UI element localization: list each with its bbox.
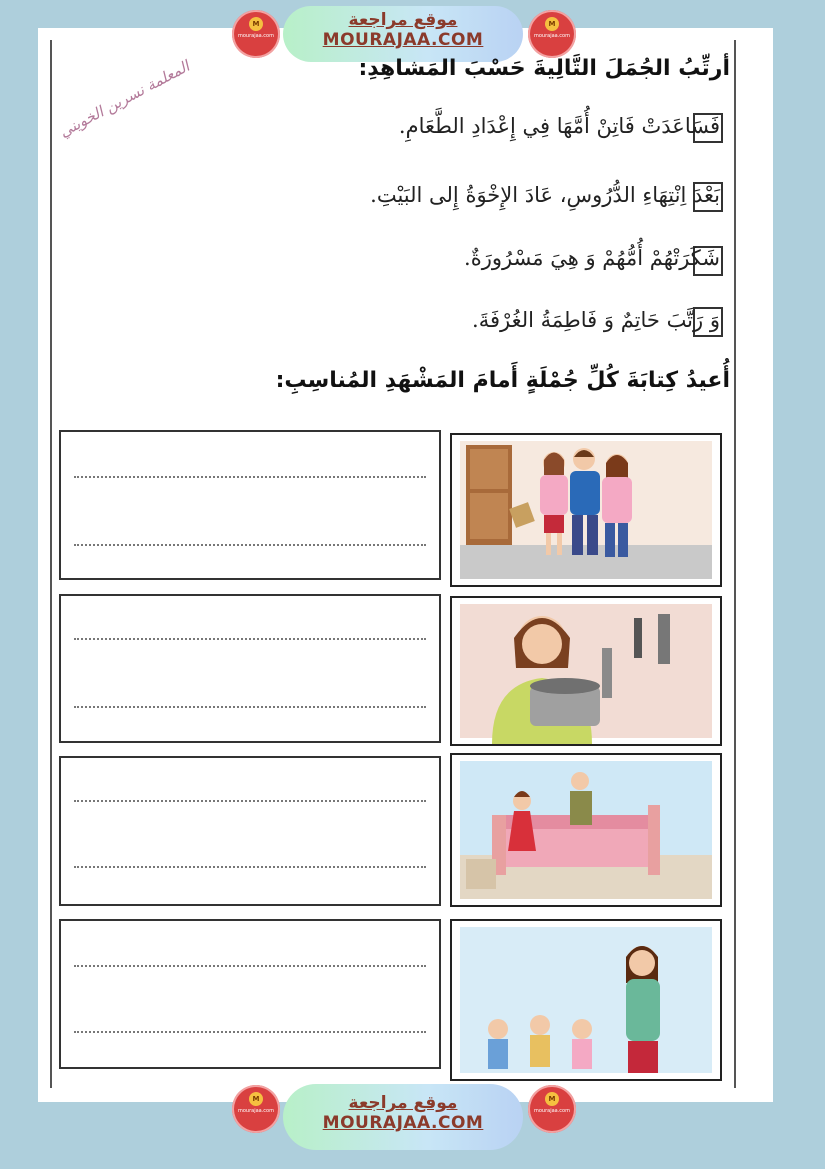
writing-line (74, 476, 426, 478)
scene-image-mother-thanks (450, 919, 722, 1081)
instruction-heading: أُعيدُ كِتابَةَ كُلِّ جُمْلَةٍ أَمامَ المَشْهَدِ المُناسِبِ: (275, 368, 730, 393)
sentence-2: بَعْدَ اِنْتِهَاءِ الدُّرُوسِ، عَادَ الإِخْوَةُ إِلى البَيْتِ. (370, 183, 720, 207)
teacher-signature: المعلمة نسرين الخويني (56, 57, 193, 141)
worksheet-title: أرتِّبُ الجُمَلَ التَّالِيةَ حَسْبَ المَشاهِدِ: (358, 56, 730, 81)
logo-emblem-icon: M (249, 1092, 263, 1106)
writing-line (74, 800, 426, 802)
site-logo-left[interactable] (232, 10, 280, 58)
sentence-4: وَ رَتَّبَ حَاتِمٌ وَ فَاطِمَةُ الغُرْفَةَ. (472, 308, 720, 332)
answer-box-2[interactable] (59, 594, 441, 743)
scene-image-children-walking (450, 433, 722, 587)
logo-emblem-icon: M (545, 1092, 559, 1106)
badge-arabic-text[interactable]: موقع مراجعة (348, 10, 458, 30)
scene-image-girl-cooking (450, 596, 722, 746)
writing-line (74, 544, 426, 546)
logo-caption: mourajaa.com (533, 1108, 570, 1114)
site-badge-top[interactable] (283, 6, 523, 62)
logo-caption: mourajaa.com (533, 33, 570, 39)
logo-emblem-icon: M (249, 17, 263, 31)
answer-box-1[interactable] (59, 430, 441, 580)
badge-latin-text[interactable]: MOURAJAA.COM (322, 1113, 484, 1133)
site-logo-left-footer[interactable] (232, 1085, 280, 1133)
sentence-3: شَكَرَتْهُمْ أُمُّهُمْ وَ هِيَ مَسْرُورَةٌ. (464, 246, 720, 270)
sentence-1: فَسَاعَدَتْ فَاتِنْ أُمَّهَا فِي إِعْدَادِ الطَّعَامِ. (398, 114, 720, 138)
scene-image-tidying-room (450, 753, 722, 907)
logo-emblem-icon: M (545, 17, 559, 31)
writing-line (74, 1031, 426, 1033)
writing-line (74, 965, 426, 967)
writing-line (74, 706, 426, 708)
answer-box-3[interactable] (59, 756, 441, 906)
badge-arabic-text[interactable]: موقع مراجعة (348, 1093, 458, 1113)
logo-caption: mourajaa.com (237, 1108, 274, 1114)
writing-line (74, 866, 426, 868)
answer-box-4[interactable] (59, 919, 441, 1069)
site-badge-bottom[interactable] (283, 1084, 523, 1150)
writing-line (74, 638, 426, 640)
site-logo-right-footer[interactable] (528, 1085, 576, 1133)
logo-caption: mourajaa.com (237, 33, 274, 39)
badge-latin-text[interactable]: MOURAJAA.COM (322, 30, 484, 50)
site-logo-right[interactable] (528, 10, 576, 58)
